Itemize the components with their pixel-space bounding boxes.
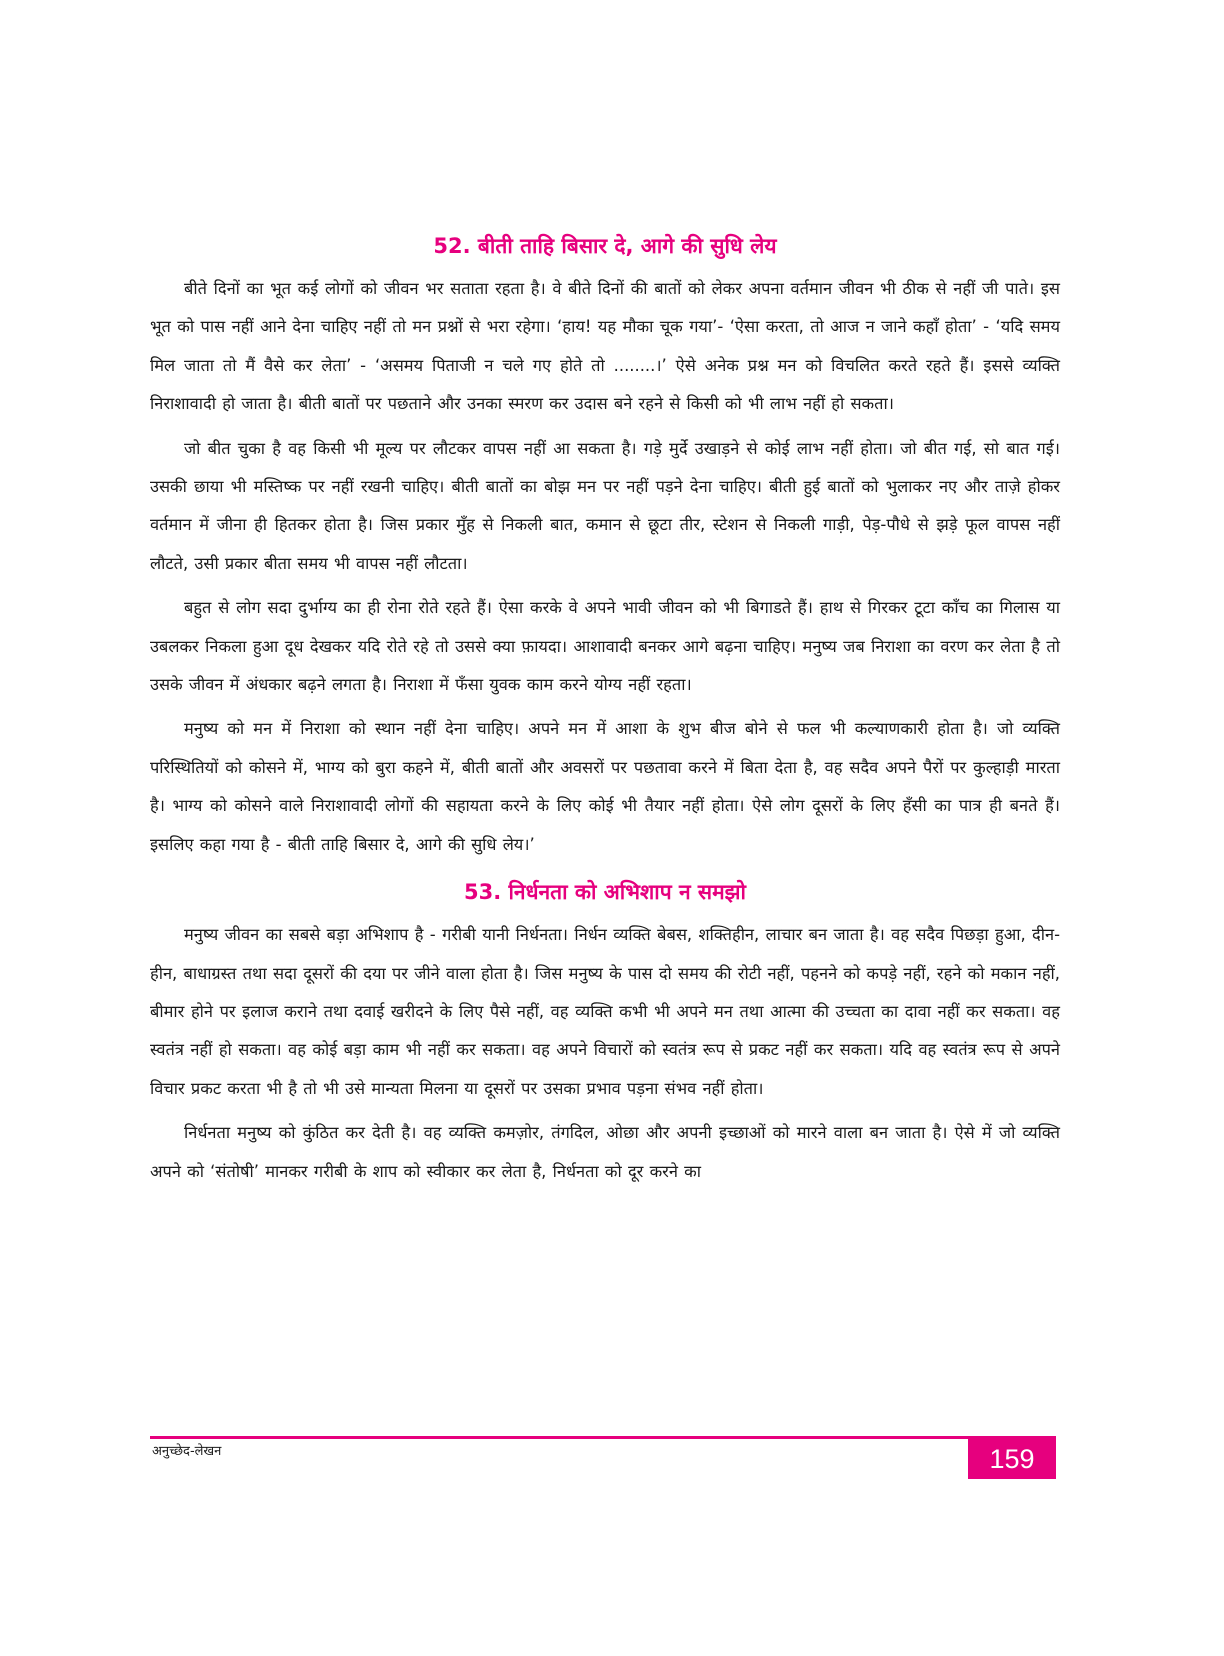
- page-content: [150, 228, 1060, 1197]
- footer-divider: [150, 1436, 1056, 1439]
- section-52-heading: 52. बीती ताहि बिसार दे, आगे की सुधि लेय: [433, 234, 777, 258]
- section-53-paragraph-1: मनुष्य जीवन का सबसे बड़ा अभिशाप है - गरीबी यानी निर्धनता। निर्धन व्यक्ति बेबस, शक्तिहीन, लाचार बन जाता है। वह सदैव पिछड़ा हुआ, दीन-हीन, बाधाग्रस्त तथा सदा दूसरों की दया पर जीने वाला होता है। जिस मनुष्य के पास दो समय की रोटी नहीं, पहनने को कपड़े नहीं, रहने को मकान नहीं, बीमार होने पर इलाज कराने तथा दवाई खरीदने के लिए पैसे नहीं, वह व्यक्ति कभी भी अपने मन तथा आत्मा की उच्चता का दावा नहीं कर सकता। वह स्वतंत्र नहीं हो सकता। वह कोई बड़ा काम भी नहीं कर सकता। वह अपने विचारों को स्वतंत्र रूप से प्रकट नहीं कर सकता। यदि वह स्वतंत्र रूप से अपने विचार प्रकट करता भी है तो भी उसे मान्यता मिलना या दूसरों पर उसका प्रभाव पड़ना संभव नहीं होता।: [150, 925, 1060, 1098]
- section-52-paragraph-2: जो बीत चुका है वह किसी भी मूल्य पर लौटकर वापस नहीं आ सकता है। गड़े मुर्दे उखाड़ने से कोई लाभ नहीं होता। जो बीत गई, सो बात गई। उसकी छाया भी मस्तिष्क पर नहीं रखनी चाहिए। बीती बातों का बोझ मन पर नहीं पड़ने देना चाहिए। बीती हुई बातों को भुलाकर नए और ताज़े होकर वर्तमान में जीना ही हितकर होता है। जिस प्रकार मुँह से निकली बात, कमान से छूटा तीर, स्टेशन से निकली गाड़ी, पेड़-पौधे से झड़े फूल वापस नहीं लौटते, उसी प्रकार बीता समय भी वापस नहीं लौटता।: [150, 438, 1060, 573]
- footer-section-label: अनुच्छेद-लेखन: [152, 1444, 222, 1459]
- section-53-paragraph-2: निर्धनता मनुष्य को कुंठित कर देती है। वह व्यक्ति कमज़ोर, तंगदिल, ओछा और अपनी इच्छाओं को मारने वाला बन जाता है। ऐसे में जो व्यक्ति अपने को ‘संतोषी’ मानकर गरीबी के शाप को स्वीकार कर लेता है, निर्धनता को दूर करने का: [150, 1123, 1060, 1181]
- section-52-paragraph-3: बहुत से लोग सदा दुर्भाग्य का ही रोना रोते रहते हैं। ऐसा करके वे अपने भावी जीवन को भी बिगाडते हैं। हाथ से गिरकर टूटा काँच का गिलास या उबलकर निकला हुआ दूध देखकर यदि रोते रहे तो उससे क्या फ़ायदा। आशावादी बनकर आगे बढ़ना चाहिए। मनुष्य जब निराशा का वरण कर लेता है तो उसके जीवन में अंधकार बढ़ने लगता है। निराशा में फँसा युवक काम करने योग्य नहीं रहता।: [150, 598, 1060, 695]
- section-53-heading: 53. निर्धनता को अभिशाप न समझो: [463, 880, 746, 905]
- section-52-paragraph-4: मनुष्य को मन में निराशा को स्थान नहीं देना चाहिए। अपने मन में आशा के शुभ बीज बोने से फल भी कल्याणकारी होता है। जो व्यक्ति परिस्थितियों को कोसने में, भाग्य को बुरा कहने में, बीती बातों और अवसरों पर पछतावा करने में बिता देता है, वह सदैव अपने पैरों पर कुल्हाड़ी मारता है। भाग्य को कोसने वाले निराशावादी लोगों की सहायता करने के लिए कोई भी तैयार नहीं होता। ऐसे लोग दूसरों के लिए हँसी का पात्र ही बनते हैं। इसलिए कहा गया है - बीती ताहि बिसार दे, आगे की सुधि लेय।’: [150, 719, 1060, 854]
- section-52-paragraph-1: बीते दिनों का भूत कई लोगों को जीवन भर सताता रहता है। वे बीते दिनों की बातों को लेकर अपना वर्तमान जीवन भी ठीक से नहीं जी पाते। इस भूत को पास नहीं आने देना चाहिए नहीं तो मन प्रश्नों से भरा रहेगा। ‘हाय! यह मौका चूक गया’- ‘ऐसा करता, तो आज न जाने कहाँ होता’ - ‘यदि समय मिल जाता तो मैं वैसे कर लेता’ - ‘असमय पिताजी न चले गए होते तो ........।’ ऐसे अनेक प्रश्न मन को विचलित करते रहते हैं। इससे व्यक्ति निराशावादी हो जाता है। बीती बातों पर पछताने और उनका स्मरण कर उदास बने रहने से किसी को भी लाभ नहीं हो सकता।: [150, 279, 1060, 414]
- page-number-badge: 159: [968, 1439, 1056, 1479]
